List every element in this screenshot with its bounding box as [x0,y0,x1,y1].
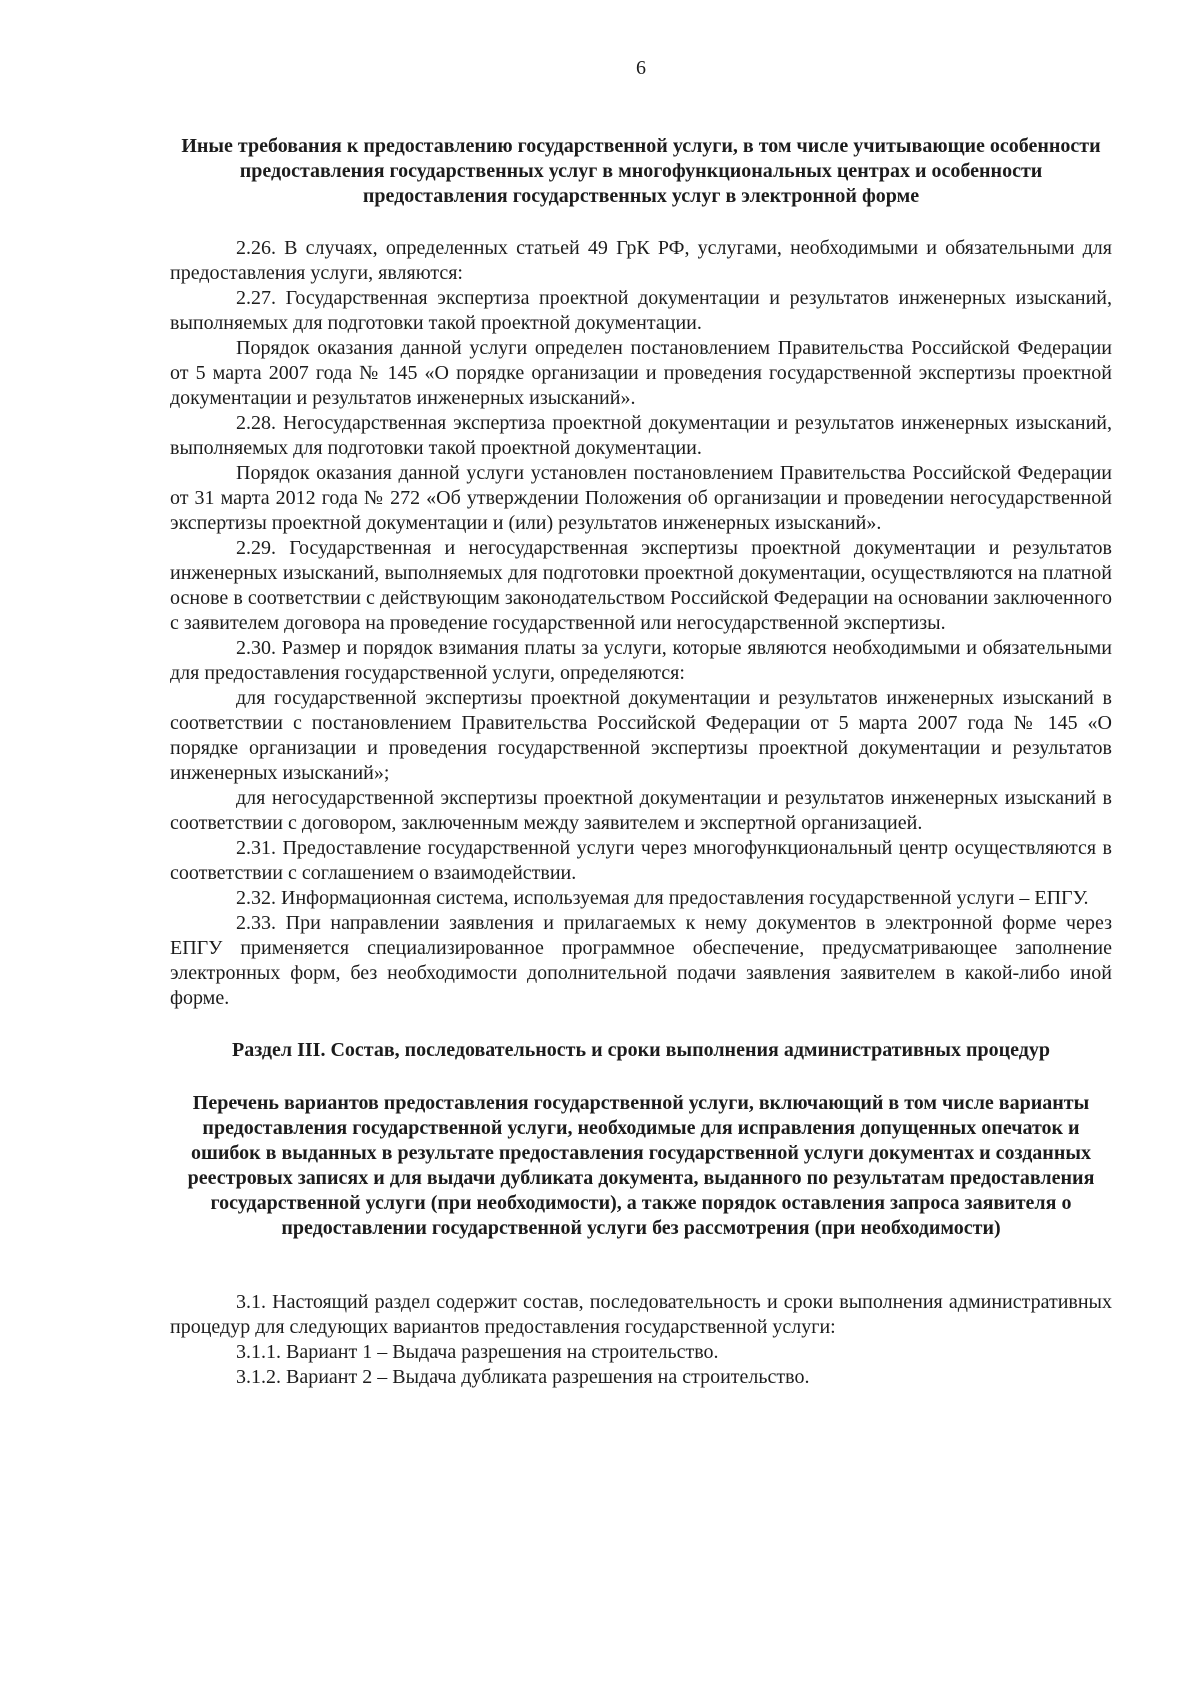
heading-other-requirements: Иные требования к предоставлению государственной услуги, в том числе учитывающие особенности предоставления государственных услуг в многофункциональных центрах и особенности предоставления государственных услуг в электронной форме [181,135,1101,207]
paragraph-2-31: 2.31. Предоставление государственной услуги через многофункциональный центр осуществляются в соответствии с соглашением о взаимодействии. [170,837,1112,884]
paragraphs-block-1 [170,236,1112,1011]
paragraph-2-26: 2.26. В случаях, определенных статьей 49 ГрК РФ, услугами, необходимыми и обязательными для предоставления услуги, являются: [170,237,1112,284]
paragraph-2-28: 2.28. Негосударственная экспертиза проектной документации и результатов инженерных изысканий, выполняемых для подготовки такой проектной документации. [170,412,1112,459]
heading-variants: Перечень вариантов предоставления государственной услуги, включающий в том числе варианты предоставления государственной услуги, необходимые для исправления допущенных опечаток и ошибок в выданных в результате предоставления государственной услуги документах и созданных реестровых записях и для выдачи дубликата документа, выданного по результатам предоставления государственной услуги (при необходимости), а также порядок оставления запроса заявителя о предоставлении государственной услуги без рассмотрения (при необходимости) [187,1092,1095,1239]
paragraph-2-30-state: для государственной экспертизы проектной документации и результатов инженерных изысканий в соответствии с постановлением Правительства Российской Федерации от 5 марта 2007 года № 145 «О порядке организации и проведения государственной экспертизы проектной документации и результатов инженерных изысканий»; [170,687,1112,784]
paragraph-2-30-nonstate: для негосударственной экспертизы проектной документации и результатов инженерных изысканий в соответствии с договором, заключенным между заявителем и экспертной организацией. [170,787,1112,834]
paragraph-2-27-order: Порядок оказания данной услуги определен постановлением Правительства Российской Федерации от 5 марта 2007 года № 145 «О порядке организации и проведения государственной экспертизы проектной документации и результатов инженерных изысканий». [170,337,1112,409]
paragraph-2-27: 2.27. Государственная экспертиза проектной документации и результатов инженерных изысканий, выполняемых для подготовки такой проектной документации. [170,287,1112,334]
paragraph-3-1-2: 3.1.2. Вариант 2 – Выдача дубликата разрешения на строительство. [236,1366,810,1388]
paragraph-2-29: 2.29. Государственная и негосударственная экспертизы проектной документации и результатов инженерных изысканий, выполняемых для подготовки проектной документации, осуществляются на платной основе в соответствии с действующим законодательством Российской Федерации на основании заключенного с заявителем договора на проведение государственной или негосударственной экспертизы. [170,537,1112,634]
paragraphs-block-2 [170,1290,1112,1390]
heading-section-3: Раздел III. Состав, последовательность и сроки выполнения административных процедур [232,1039,1050,1061]
paragraph-2-30: 2.30. Размер и порядок взимания платы за услуги, которые являются необходимыми и обязательными для предоставления государственной услуги, определяются: [170,637,1112,684]
paragraph-2-28-order: Порядок оказания данной услуги установлен постановлением Правительства Российской Федерации от 31 марта 2012 года № 272 «Об утверждении Положения об организации и проведении негосударственной экспертизы проектной документации и (или) результатов инженерных изысканий». [170,462,1112,534]
paragraph-2-32: 2.32. Информационная система, используемая для предоставления государственной услуги – ЕПГУ. [236,887,1089,909]
paragraph-2-33: 2.33. При направлении заявления и прилагаемых к нему документов в электронной форме через ЕПГУ применяется специализированное программное обеспечение, предусматривающее заполнение электронных форм, без необходимости дополнительной подачи заявления заявителем в какой-либо иной форме. [170,912,1112,1009]
page-number: 6 [636,57,646,79]
paragraph-3-1: 3.1. Настоящий раздел содержит состав, последовательность и сроки выполнения административных процедур для следующих вариантов предоставления государственной услуги: [170,1291,1112,1338]
paragraph-3-1-1: 3.1.1. Вариант 1 – Выдача разрешения на строительство. [236,1341,719,1363]
